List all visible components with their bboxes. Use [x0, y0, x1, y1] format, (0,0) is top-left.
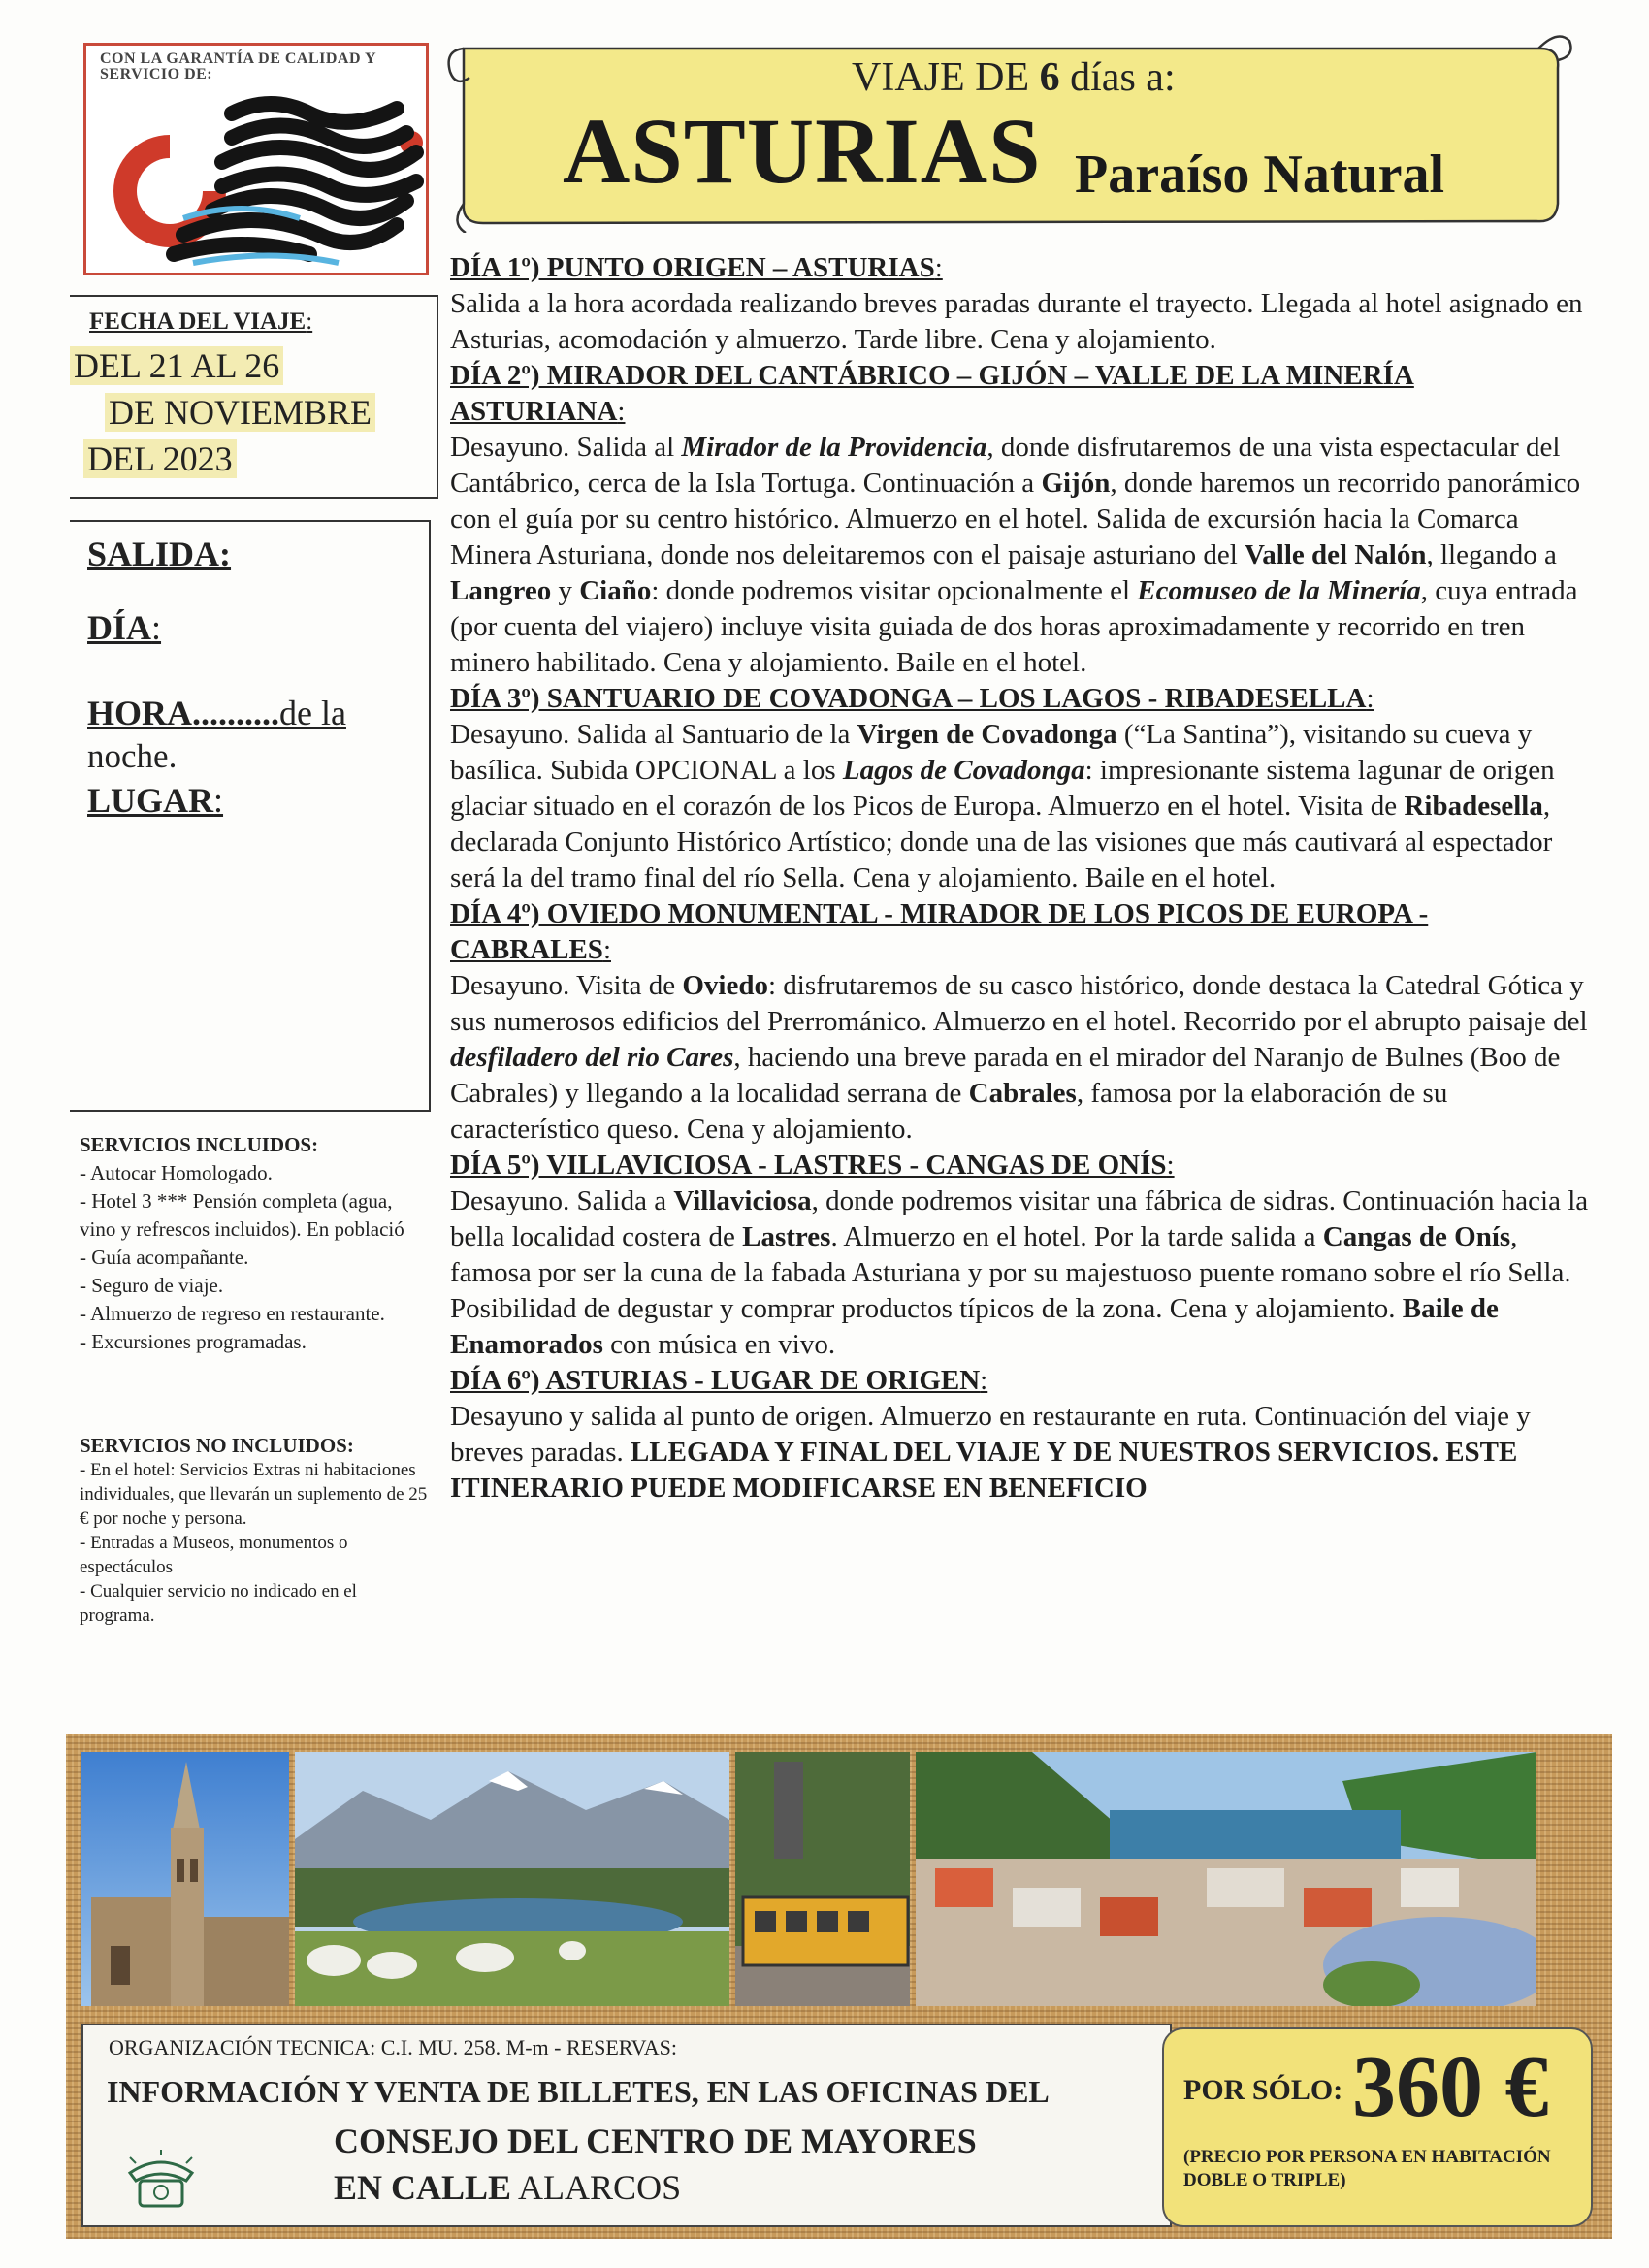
title-days: 6 — [1039, 55, 1060, 100]
day-4-title: DÍA 4º) OVIEDO MONUMENTAL - MIRADOR DE LOS PICOS DE EUROPA - CABRALES: — [450, 898, 1429, 965]
day-6-text: Desayuno y salida al punto de origen. Almuerzo en restaurante en ruta. Continuación del viaje y breves paradas. LLEGADA Y FINAL DEL VIAJE Y DE NUESTROS SERVICIOS. ESTE ITINERARIO PUEDE MODIFICARSE EN BENEFICIO — [450, 1401, 1531, 1504]
photo-mining-train — [735, 1752, 910, 2006]
list-item: - Autocar Homologado. — [80, 1161, 273, 1184]
title-suffix: días a: — [1070, 55, 1176, 100]
trip-date-label: FECHA DEL VIAJE: — [89, 308, 313, 335]
agency-logo — [83, 43, 429, 275]
list-item: - Excursiones programadas. — [80, 1330, 307, 1353]
telephone-icon — [122, 2148, 200, 2216]
day-2-title: DÍA 2º) MIRADOR DEL CANTÁBRICO – GIJÓN – VALLE DE LA MINERÍA ASTURIANA: — [450, 360, 1414, 427]
day-5-text: Desayuno. Salida a Villaviciosa, donde podremos visitar una fábrica de sidras. Continuación hacia la bella localidad costera de Lastres. Almuerzo en el hotel. Por la tarde salida a Cangas de Onís, famosa por ser la cuna de la fabada Asturiana y por su majestuoso puente romano sobre el río Sella. Posibilidad de degustar y comprar productos típicos de la zona. Cena y alojamiento. Baile de Enamorados con música en vivo. — [450, 1185, 1589, 1360]
services-included — [80, 1131, 429, 1356]
day-3-text: Desayuno. Salida al Santuario de la Virgen de Covadonga (“La Santina”), visitando su cueva y basílica. Subida OPCIONAL a los Lagos de Covadonga: impresionante sistema lagunar de origen glaciar situado en el corazón de los Picos de Europa. Almuerzo en el hotel. Visita de Ribadesella, declarada Conjunto Histórico Artístico; donde una de las visiones que más cautivará al espectador será la del tramo final del río Sella. Cena y alojamiento. Baile en el hotel. — [450, 719, 1555, 893]
day-2-text: Desayuno. Salida al Mirador de la Providencia, donde disfrutaremos de una vista espectacular del Cantábrico, cerca de la Isla Tortuga. Continuación a Gijón, donde haremos un recorrido panorámico con el guía por su centro histórico. Almuerzo en el hotel. Salida de excursión hacia la Comarca Minera Asturiana, donde nos deleitaremos con el paisaje asturiano del Valle del Nalón, llegando a Langreo y Ciaño: donde podremos visitar opcionalmente el Ecomuseo de la Minería, cuya entrada (por cuenta del viajero) incluye visita guiada de dos horas aproximadamente y recorrido en tren minero habilitado. Cena y alojamiento. Baile en el hotel. — [450, 432, 1581, 678]
services-excluded — [80, 1434, 429, 1628]
photo-covadonga-lakes — [295, 1752, 729, 2006]
booking-line1: INFORMACIÓN Y VENTA DE BILLETES, EN LAS OFICINAS DEL — [107, 2074, 1050, 2109]
price-box — [1162, 2027, 1593, 2227]
time-field: HORA..........de la — [87, 694, 346, 732]
trip-date-box — [70, 295, 438, 499]
list-item: - Seguro de viaje. — [80, 1274, 224, 1297]
time-note: noche. — [87, 737, 178, 775]
destination-subtitle: Paraíso Natural — [1075, 145, 1445, 205]
trip-date-line2: DE NOVIEMBRE — [105, 393, 375, 432]
price-note: (PRECIO POR PERSONA EN HABITACIÓN DOBLE O TRIPLE) — [1183, 2147, 1551, 2190]
booking-line3: EN CALLE ALARCOS — [334, 2168, 682, 2207]
itinerary — [450, 250, 1591, 1507]
list-item: - Cualquier servicio no indicado en el programa. — [80, 1581, 357, 1626]
list-item: - Guía acompañante. — [80, 1246, 249, 1269]
list-item: - Hotel 3 *** Pensión completa (agua, vino y refrescos incluidos). En població — [80, 1189, 404, 1241]
day-4-text: Desayuno. Visita de Oviedo: disfrutaremos de su casco histórico, donde destaca la Catedral Gótica y sus numerosos edificios del Prerrománico. Almuerzo en el hotel. Recorrido por el abrupto paisaje del desfiladero del rio Cares, haciendo una breve parada en el mirador del Naranjo de Bulnes (Boo de Cabrales) y llegando a la localidad serrana de Cabrales, famosa por la elaboración de su característico queso. Cena y alojamiento. — [450, 970, 1588, 1145]
title-prefix: VIAJE DE — [852, 55, 1030, 100]
departure-box — [70, 520, 431, 1112]
day-3-title: DÍA 3º) SANTUARIO DE COVADONGA – LOS LAGOS - RIBADESELLA: — [450, 683, 1374, 714]
logo-mark — [86, 46, 429, 275]
booking-line2: CONSEJO DEL CENTRO DE MAYORES — [334, 2122, 977, 2160]
services-included-heading: SERVICIOS INCLUIDOS: — [80, 1133, 319, 1156]
day-field: DÍA: — [87, 608, 162, 647]
list-item: - Entradas a Museos, monumentos o espectáculos — [80, 1533, 348, 1577]
place-field: LUGAR: — [87, 781, 224, 820]
day-1-title: DÍA 1º) PUNTO ORIGEN – ASTURIAS: — [450, 252, 943, 283]
services-excluded-heading: SERVICIOS NO INCLUIDOS: — [80, 1434, 354, 1457]
day-5-title: DÍA 5º) VILLAVICIOSA - LASTRES - CANGAS DE ONÍS: — [450, 1150, 1175, 1181]
trip-date-line1: DEL 21 AL 26 — [70, 346, 283, 385]
photo-frame — [66, 1734, 1612, 2239]
departure-label: SALIDA: — [87, 535, 232, 573]
price-label: POR SÓLO: — [1183, 2074, 1343, 2106]
destination-title: ASTURIAS — [563, 99, 1042, 203]
day-1-text: Salida a la hora acordada realizando breves paradas durante el trayecto. Llegada al hotel asignado en Asturias, acomodación y almuerzo. Tarde libre. Cena y alojamiento. — [450, 288, 1583, 355]
booking-info — [81, 2024, 1172, 2227]
trip-date-line3: DEL 2023 — [83, 439, 237, 478]
photo-oviedo-cathedral — [81, 1752, 289, 2006]
title-line — [852, 54, 1176, 101]
price-value: 360 € — [1352, 2039, 1549, 2135]
list-item: - Almuerzo de regreso en restaurante. — [80, 1302, 385, 1325]
organization-text: ORGANIZACIÓN TECNICA: C.I. MU. 258. M-m - RESERVAS: — [109, 2035, 677, 2059]
photo-coastal-village — [916, 1752, 1536, 2006]
title-banner — [444, 29, 1577, 233]
guarantee-text: CON LA GARANTÍA DE CALIDAD Y SERVICIO DE: — [100, 50, 376, 82]
day-6-title: DÍA 6º) ASTURIAS - LUGAR DE ORIGEN: — [450, 1365, 988, 1396]
list-item: - En el hotel: Servicios Extras ni habitaciones individuales, que llevarán un suplemento de 25 € por noche y persona. — [80, 1460, 428, 1529]
